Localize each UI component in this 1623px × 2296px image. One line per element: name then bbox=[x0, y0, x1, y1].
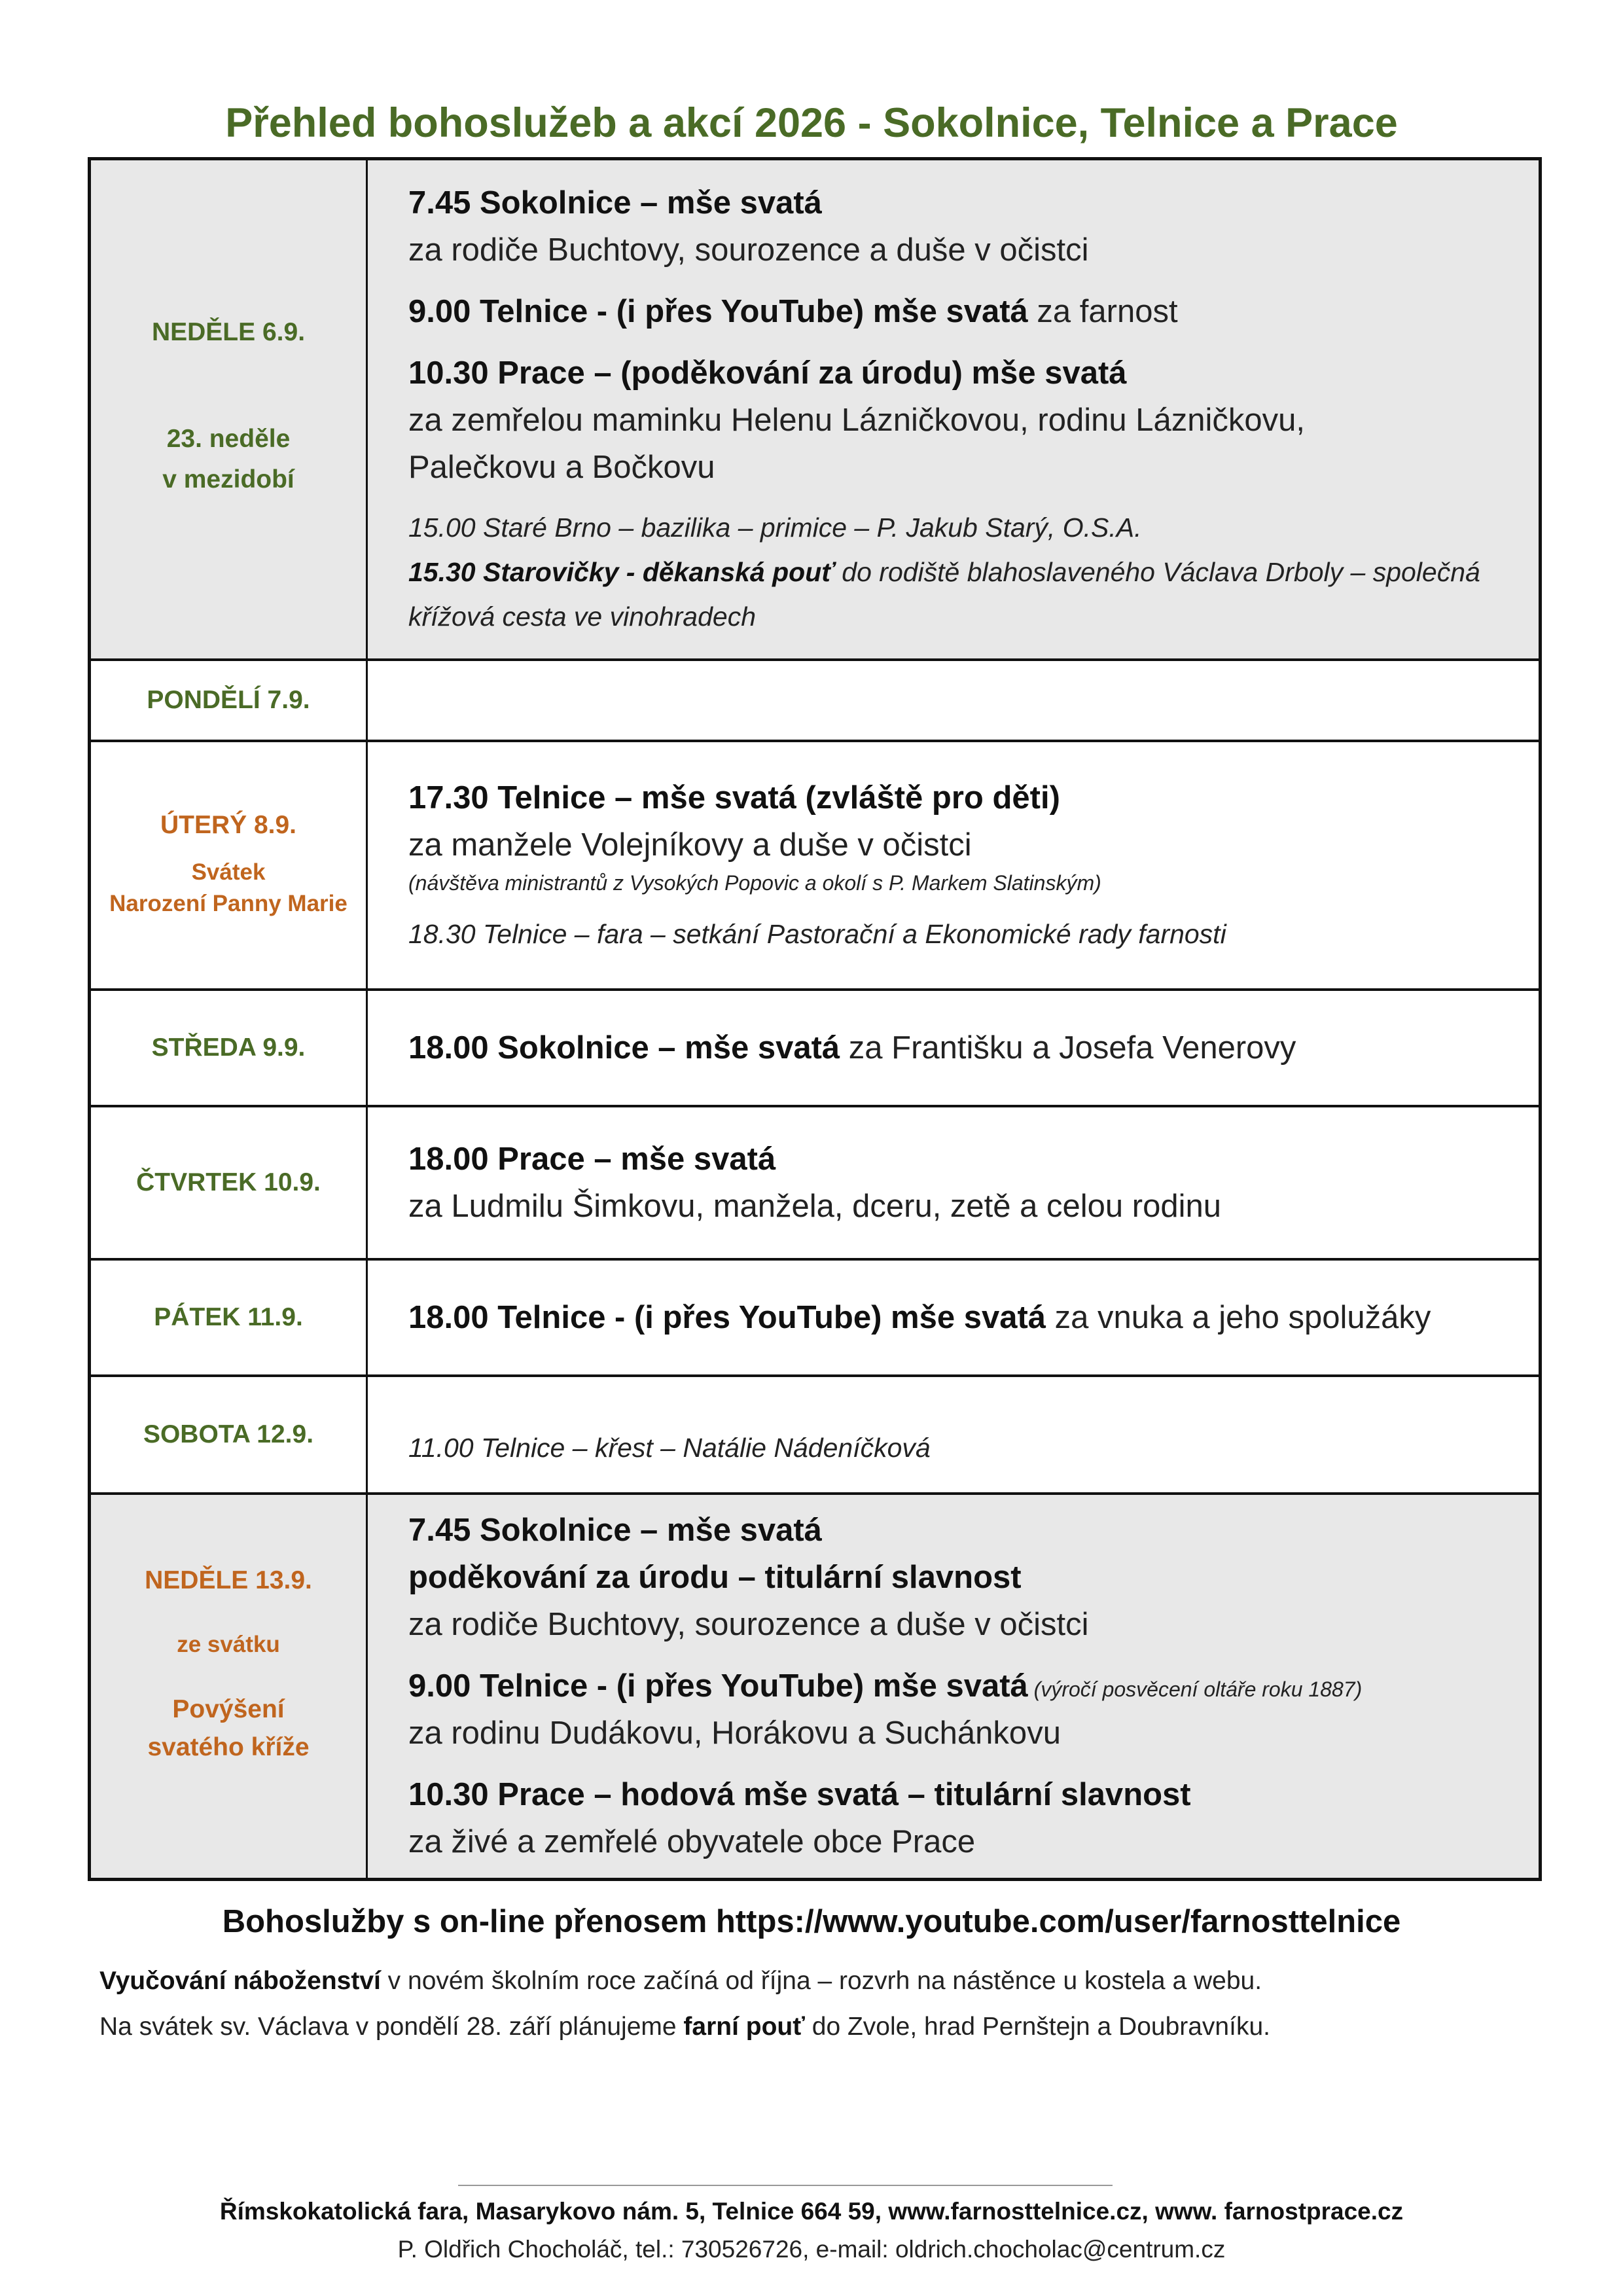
event-intention: za rodiče Buchtovy, sourozence a duše v očistci bbox=[408, 232, 1089, 268]
event-note: 15.00 Staré Brno – bazilika – primice – P. Jakub Starý, O.S.A. bbox=[408, 512, 1142, 543]
events-cell bbox=[367, 660, 1541, 741]
day-cell bbox=[90, 1376, 367, 1494]
day-subtitle: Svátek bbox=[191, 859, 266, 885]
table-row bbox=[90, 1106, 1541, 1259]
event-note: do rodiště blahoslaveného Václava Drboly – společná křížová cesta ve vinohradech bbox=[408, 557, 1480, 632]
events-cell bbox=[367, 1376, 1541, 1494]
table-row bbox=[90, 660, 1541, 741]
events-cell bbox=[367, 1259, 1541, 1376]
event-intention: za rodinu Dudákovu, Horákovu a Suchánkovu bbox=[408, 1715, 1061, 1751]
event-title: 18.00 Prace – mše svatá bbox=[408, 1141, 776, 1177]
event-intention: za zemřelou maminku Helenu Lázničkovou, rodinu Lázničkovu, Palečkovu a Bočkovu bbox=[408, 403, 1305, 486]
note-bold: Vyučování náboženství bbox=[99, 1967, 381, 1995]
event-title: 18.00 Sokolnice – mše svatá bbox=[408, 1030, 840, 1066]
event-note: 18.30 Telnice – fara – setkání Pastorační a Ekonomické rady farnosti bbox=[408, 918, 1226, 949]
table-row bbox=[90, 1259, 1541, 1376]
day-label: ČTVRTEK 10.9. bbox=[136, 1168, 321, 1196]
events-cell bbox=[367, 1494, 1541, 1880]
religion-classes-note bbox=[99, 1967, 1262, 1996]
events-cell bbox=[367, 1106, 1541, 1259]
note-bold: farní pouť bbox=[683, 2013, 805, 2041]
events-cell bbox=[367, 159, 1541, 660]
event-intention: za Ludmilu Šimkovu, manžela, dceru, zetě a celou rodinu bbox=[408, 1188, 1221, 1224]
footer-contact: P. Oldřich Chocholáč, tel.: 730526726, e-mail: oldrich.chocholac@centrum.cz bbox=[397, 2236, 1226, 2263]
footer-address: Římskokatolická fara, Masarykovo nám. 5, Telnice 664 59, www.farnosttelnice.cz, www. farnostprace.cz bbox=[219, 2198, 1404, 2225]
table-row bbox=[90, 741, 1541, 990]
event-intention: za rodiče Buchtovy, sourozence a duše v očistci bbox=[408, 1607, 1089, 1643]
event-intention: za farnost bbox=[1027, 294, 1178, 330]
event-title: 10.30 Prace – hodová mše svatá – titulární slavnost bbox=[408, 1777, 1191, 1813]
event-intention: za živé a zemřelé obyvatele obce Prace bbox=[408, 1824, 976, 1860]
table-row bbox=[90, 990, 1541, 1106]
day-subtitle: 23. neděle bbox=[166, 425, 291, 454]
note-text: do Zvole, hrad Pernštejn a Doubravníku. bbox=[804, 2013, 1270, 2041]
event-title: poděkování za úrodu – titulární slavnost bbox=[408, 1560, 1022, 1596]
day-label: SOBOTA 12.9. bbox=[143, 1420, 314, 1448]
note-text: v novém školním roce začíná od října – rozvrh na nástěnce u kostela a webu. bbox=[380, 1967, 1262, 1995]
event-title: 9.00 Telnice - (i přes YouTube) mše svatá bbox=[408, 294, 1028, 330]
note-text: Na svátek sv. Václava v pondělí 28. září plánujeme bbox=[99, 2013, 684, 2041]
day-label: PÁTEK 11.9. bbox=[154, 1302, 303, 1331]
day-subtitle: Narození Panny Marie bbox=[109, 890, 348, 916]
event-intention: za Františku a Josefa Venerovy bbox=[840, 1030, 1296, 1066]
day-label: ÚTERÝ 8.9. bbox=[160, 810, 297, 839]
schedule-table bbox=[88, 157, 1542, 1881]
day-subtitle: Povýšení bbox=[172, 1695, 285, 1724]
event-note: (návštěva ministrantů z Vysokých Popovic a okolí s P. Markem Slatinským) bbox=[408, 870, 1101, 895]
day-label: STŘEDA 9.9. bbox=[151, 1033, 306, 1062]
event-note: 11.00 Telnice – křest – Natálie Nádeníčková bbox=[408, 1432, 931, 1463]
day-subtitle: v mezidobí bbox=[162, 465, 294, 494]
event-intention: za vnuka a jeho spolužáky bbox=[1046, 1299, 1431, 1335]
event-title: 10.30 Prace – (poděkování za úrodu) mše svatá bbox=[408, 355, 1127, 391]
online-broadcast-note: Bohoslužby s on-line přenosem https://www.youtube.com/user/farnosttelnice bbox=[222, 1904, 1401, 1939]
day-cell bbox=[90, 1494, 367, 1880]
day-cell bbox=[90, 741, 367, 990]
day-cell bbox=[90, 1259, 367, 1376]
events-cell bbox=[367, 990, 1541, 1106]
events-cell bbox=[367, 741, 1541, 990]
event-title: 7.45 Sokolnice – mše svatá bbox=[408, 185, 822, 221]
day-cell bbox=[90, 159, 367, 660]
footer-divider bbox=[458, 2185, 1113, 2186]
event-title: 17.30 Telnice – mše svatá (zvláště pro děti) bbox=[408, 780, 1060, 816]
pilgrimage-note bbox=[99, 2013, 1270, 2041]
day-label: NEDĚLE 13.9. bbox=[145, 1566, 312, 1595]
event-title: 18.00 Telnice - (i přes YouTube) mše svatá bbox=[408, 1299, 1046, 1335]
day-label: NEDĚLE 6.9. bbox=[151, 318, 306, 347]
day-cell bbox=[90, 1106, 367, 1259]
event-note: (výročí posvěcení oltáře roku 1887) bbox=[1027, 1677, 1363, 1702]
day-cell bbox=[90, 660, 367, 741]
event-title: 7.45 Sokolnice – mše svatá bbox=[408, 1513, 822, 1549]
table-row bbox=[90, 1494, 1541, 1880]
event-intention: za manžele Volejníkovy a duše v očistci bbox=[408, 827, 972, 863]
event-title: 9.00 Telnice - (i přes YouTube) mše svatá bbox=[408, 1668, 1028, 1704]
table-row bbox=[90, 159, 1541, 660]
day-subtitle: svatého kříže bbox=[147, 1733, 310, 1762]
table-row bbox=[90, 1376, 1541, 1494]
page-title: Přehled bohoslužeb a akcí 2026 - Sokolnice, Telnice a Prace bbox=[225, 100, 1398, 146]
event-title: 15.30 Starovičky - děkanská pouť bbox=[408, 557, 834, 588]
day-cell bbox=[90, 990, 367, 1106]
day-subtitle: ze svátku bbox=[177, 1632, 280, 1658]
day-label: PONDĚLÍ 7.9. bbox=[147, 685, 310, 714]
